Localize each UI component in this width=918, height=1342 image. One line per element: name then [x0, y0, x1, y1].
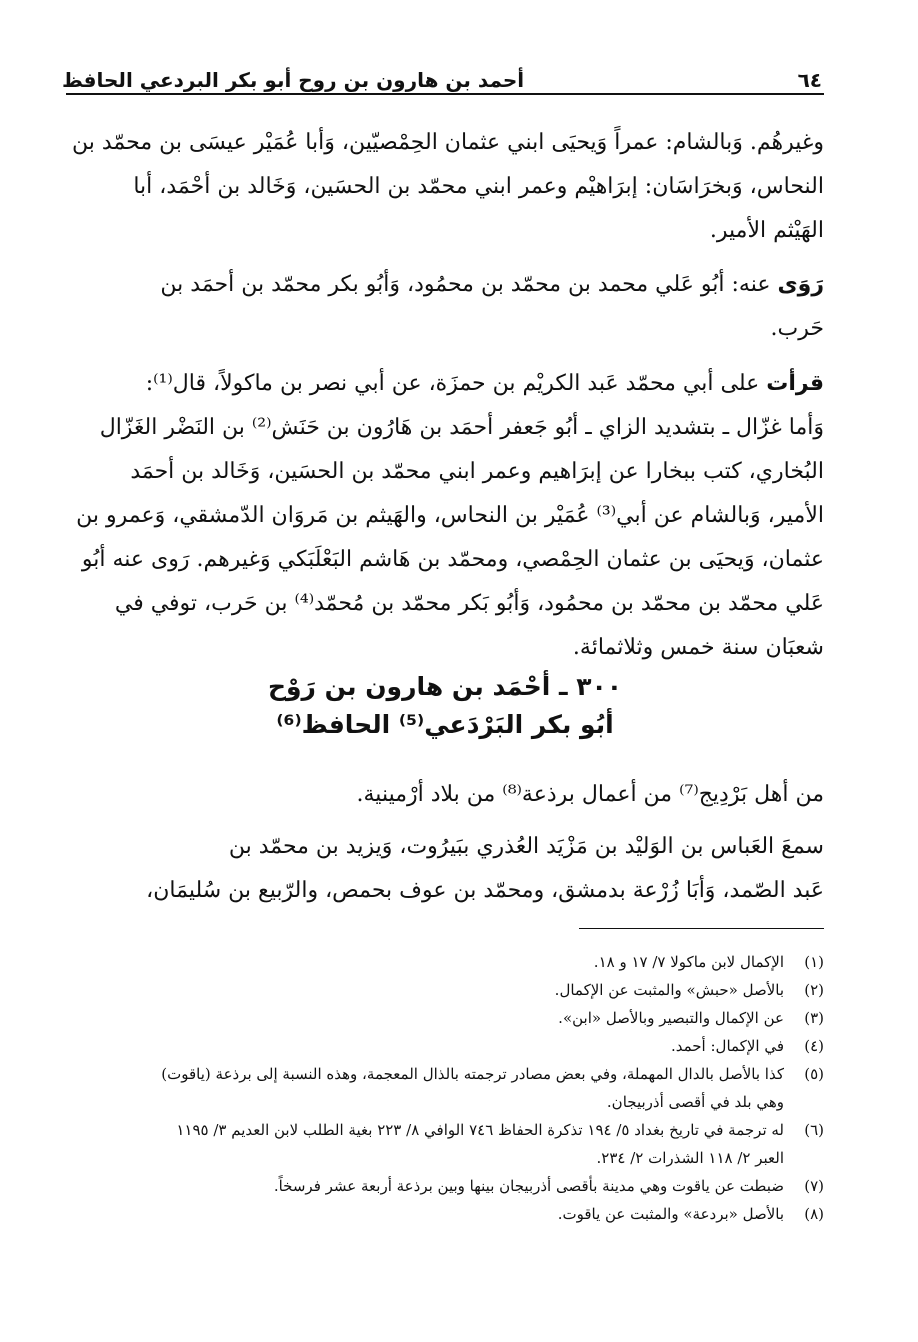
footnote-text: [66, 1172, 784, 1200]
footnote-line: الإكمال لابن ماكولا ٧/ ١٧ و ١٨.: [593, 953, 784, 971]
paragraph-origin: [66, 773, 824, 817]
footnote: [66, 1200, 824, 1228]
footnote-line: كذا بالأصل بالدال المهملة، وفي بعض مصادر ترجمته بالذال المعجمة، وهذه النسبة إلى برذعة (ياقوت): [161, 1065, 784, 1083]
footnote-number: (٤): [804, 1037, 824, 1055]
entry-heading-line: ٣٠٠ ـ أحْمَد بن هارون بن رَوْح: [267, 672, 623, 701]
text-line: [66, 362, 824, 406]
footnote-text: [66, 1116, 784, 1172]
text-line: [66, 263, 824, 307]
text-line: النحاس، وَبخرَاسَان: إبرَاهيْم وعمر ابني محمّد بن الحسَين، وَخَالد بن أحْمَد، أبا: [133, 174, 824, 199]
footnote-number: (٧): [804, 1177, 824, 1195]
footnote-line: في الإكمال: أحمد.: [670, 1037, 784, 1055]
footnote-number: (٥): [804, 1065, 824, 1083]
footnote-line: له ترجمة في تاريخ بغداد ٥/ ١٩٤ تذكرة الحفاظ ٧٤٦ الوافي ٨/ ٢٢٣ بغية الطلب لابن العديم ٣/ ١١٩٥: [176, 1121, 784, 1139]
header-rule: [66, 93, 824, 95]
text-line: عَلي محمّد بن محمّد بن محمُود، وَأبُو بَكر محمّد بن مُحمّد⁽⁴⁾ بن حَرب، توفي في: [114, 591, 824, 616]
footnote-number: (٣): [804, 1009, 824, 1027]
footnote: [66, 1004, 824, 1032]
text-line: البُخاري، كتب ببخارا عن إبرَاهيم وعمر ابني محمّد بن الحسَين، وَخَالد بن أحمَد: [130, 459, 824, 484]
page-number: ٦٤: [797, 68, 822, 92]
footnote-line: وهي بلد في أقصى أذربيجان.: [606, 1093, 784, 1111]
footnote: [66, 1060, 824, 1116]
footnote-line: ضبطت عن ياقوت وهي مدينة بأقصى أذربيجان بينها وبين برذعة أربعة عشر فرسخاً.: [273, 1177, 784, 1195]
footnote-number: (٦): [804, 1121, 824, 1139]
footnote-line: عن الإكمال والتبصير وبالأصل «ابن».: [558, 1009, 784, 1027]
footnote: [66, 1032, 824, 1060]
running-title: أحمد بن هارون بن روح أبو بكر البردعي الحافظ: [62, 68, 525, 92]
entry-heading: [66, 668, 824, 744]
footnote-text: [66, 1032, 784, 1060]
footnote-text: [66, 948, 784, 976]
footnote: [66, 1172, 824, 1200]
footnote-text: [66, 1060, 784, 1116]
text-line: الأمير، وَبالشام عن أبي⁽³⁾ عُمَيْر بن النحاس، والهَيثم بن مَروَان الدّمشقي، وَعمرو بن: [76, 503, 824, 528]
paragraph-narrators: [66, 263, 824, 351]
footnote-number: (٢): [804, 981, 824, 999]
text-line-content: على أبي محمّد عَبد الكريْم بن حمزَة، عن أبي نصر بن ماكولاً، قال⁽¹⁾:: [145, 371, 760, 396]
text-line: حَرب.: [770, 316, 824, 341]
text-line: عثمان، وَيحيَى بن عثمان الحِمْصي، ومحمّد بن هَاشم البَعْلَبَكي وَغيرهم. رَوى عنه أبُو: [81, 547, 824, 572]
text-line-content: عنه: أبُو عَلي محمد بن محمّد بن محمُود، وَأبُو بكر محمّد بن أحمَد بن: [160, 272, 771, 297]
running-header: [62, 58, 822, 92]
footnote: [66, 976, 824, 1004]
footnote-number: (٨): [804, 1205, 824, 1223]
entry-heading-line: أبُو بكر البَرْدَعي⁽⁵⁾ الحافظ⁽⁶⁾: [276, 710, 614, 739]
footnote-line: بالأصل «حبش» والمثبت عن الإكمال.: [554, 981, 784, 999]
footnote-line: بالأصل «بردعة» والمثبت عن ياقوت.: [557, 1205, 784, 1223]
paragraph-lead-word: رَوَى: [777, 272, 824, 297]
paragraph-heard: [66, 825, 824, 913]
text-line: عَبد الصّمد، وَأبَا زُرْعة بدمشق، ومحمّد بن عوف بحمص، والرّبيع بن سُليمَان،: [146, 878, 824, 903]
footnote: [66, 1116, 824, 1172]
footnotes: [66, 948, 824, 1228]
paragraph-lead-word: قرأت: [766, 371, 824, 396]
footnote: [66, 948, 824, 976]
text-line: من أهل بَرْدِيج⁽⁷⁾ من أعمال برذعة⁽⁸⁾ من بلاد أرْمينية.: [356, 782, 824, 807]
text-line: الهَيْثم الأمير.: [709, 218, 824, 243]
footnote-number: (١): [804, 953, 824, 971]
text-line: سمعَ العَباس بن الوَليْد بن مَزْيَد العُذري ببَيرُوت، وَيزيد بن محمّد بن: [228, 834, 824, 859]
footnote-text: [66, 1004, 784, 1032]
footnote-text: [66, 976, 784, 1004]
paragraph-teachers: [66, 121, 824, 253]
footnote-line: العبر ٢/ ١١٨ الشذرات ٢/ ٢٣٤.: [596, 1149, 784, 1167]
footnote-separator: [579, 928, 824, 929]
text-line: وغيرهُم. وَبالشام: عمراً وَيحيَى ابني عثمان الحِمْصيّين، وَأبا عُمَيْر عيسَى بن محمّد بن: [72, 130, 824, 155]
text-line: وَأما غزّال ـ بتشديد الزاي ـ أبُو جَعفر أحمَد بن هَارُون بن حَنَش⁽²⁾ بن النَضْر الغَزّال: [99, 415, 824, 440]
text-line: شعبَان سنة خمس وثلاثمائة.: [572, 635, 824, 660]
footnote-text: [66, 1200, 784, 1228]
paragraph-reading: [66, 362, 824, 670]
